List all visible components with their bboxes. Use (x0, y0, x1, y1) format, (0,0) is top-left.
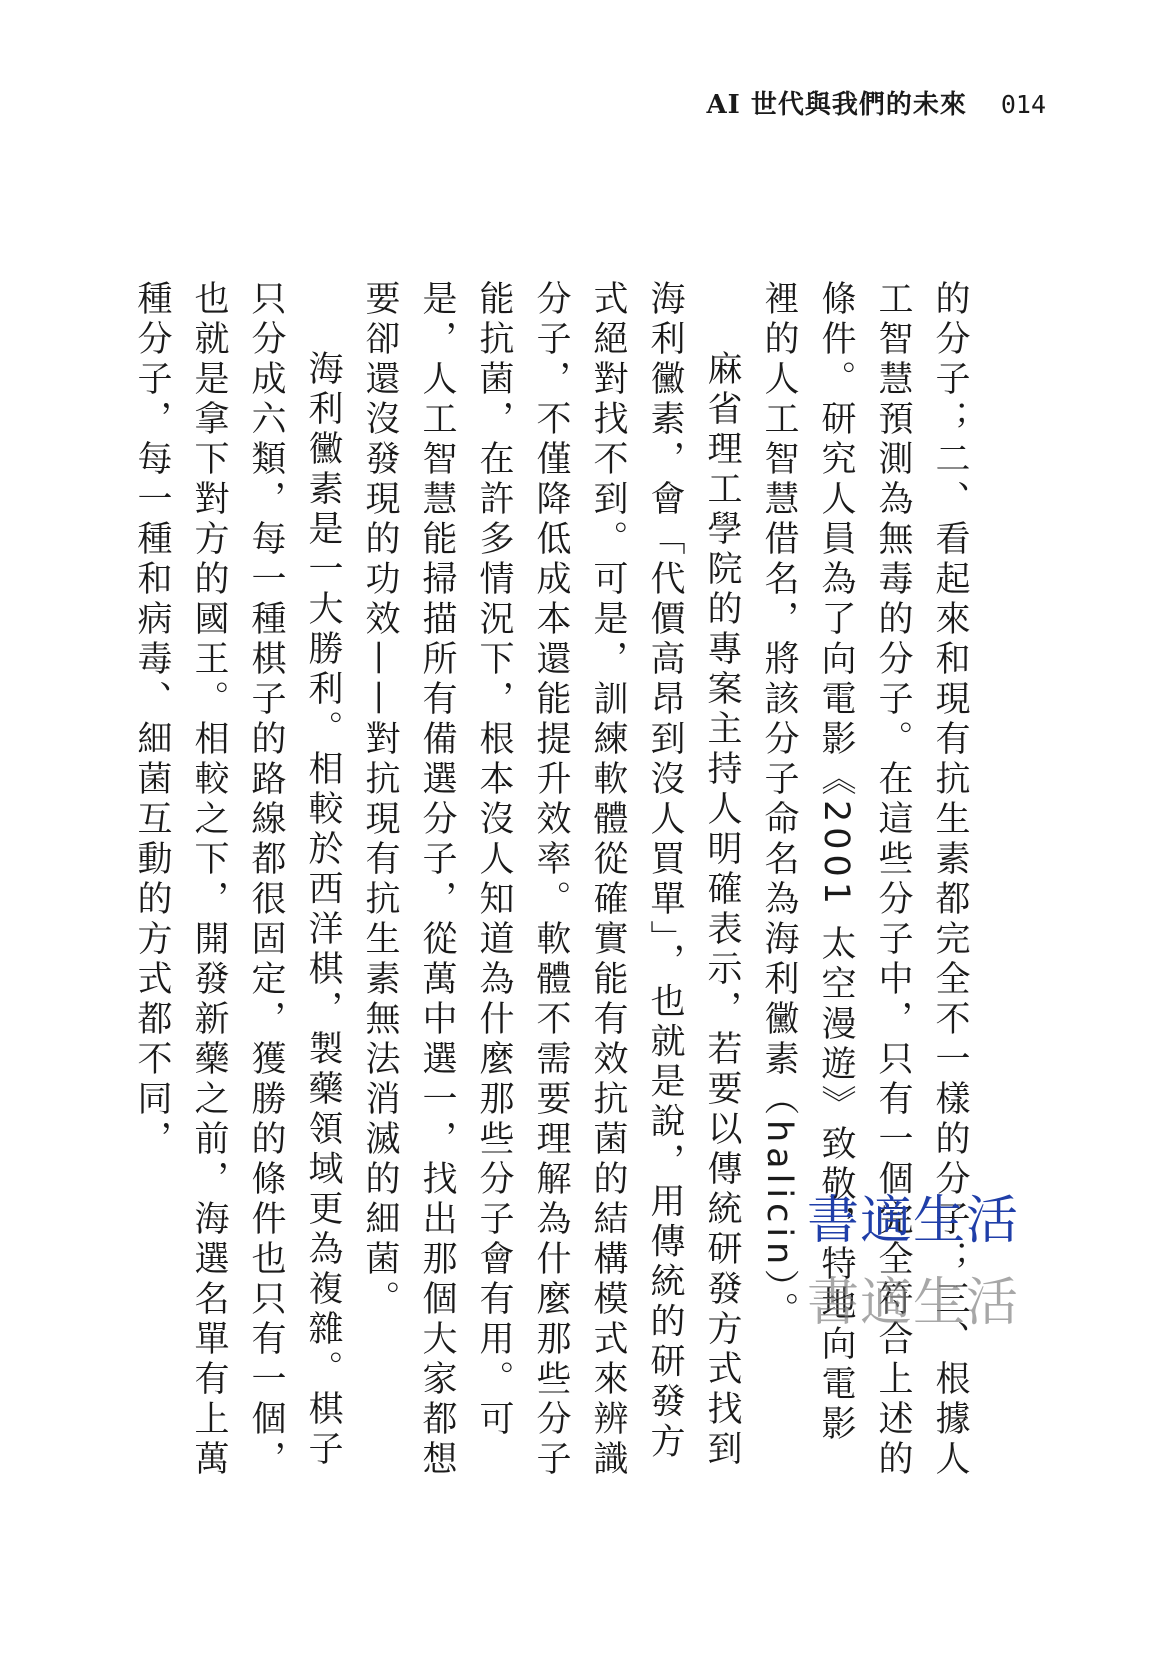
paragraph-2: 麻省理工學院的專案主持人明確表示，若要以傳統研發方式找到海利黴素，會「代價高昂到沒人買單」，也就是說，用傳統的研發方式絕對找不到。可是，訓練軟體從確實能有效抗菌的結構模式來辨識分子，不僅降低成本還能提升效率。軟體不需要理解為什麼那些分子能抗菌，在許多情況下，根本沒人知道為什麼那些分子會有用。可是，人工智慧能掃描所有備選分子，從萬中選一，找出那個大家都想要卻還沒發現的功效——對抗現有抗生素無法消滅的細菌。 (360, 280, 742, 1480)
paragraph-1: 的分子；二、看起來和現有抗生素都完全不一樣的分子；三、根據人工智慧預測為無毒的分子。在這些分子中，只有一個完全符合上述的條件。研究人員為了向電影《2001 太空漫遊》致敬，特地向電影裡的人工智慧借名，將該分子命名為海利黴素（halicin）。 (759, 280, 970, 1480)
running-header (706, 84, 1046, 121)
page-number: 014 (1000, 90, 1046, 119)
watermark-blue: 書適生活 (807, 1191, 1020, 1251)
book-title: AI 世代與我們的未來 (706, 90, 967, 120)
paragraph-3: 海利黴素是一大勝利。相較於西洋棋，製藥領域更為複雜。棋子只分成六類，每一種棋子的路線都很固定，獲勝的條件也只有一個，也就是拿下對方的國王。相較之下，開發新藥之前，海選名單有上萬種分子，每一種和病毒、細菌互動的方式都不同， (132, 280, 343, 1480)
watermark-gray: 書適生活 (807, 1273, 1020, 1333)
